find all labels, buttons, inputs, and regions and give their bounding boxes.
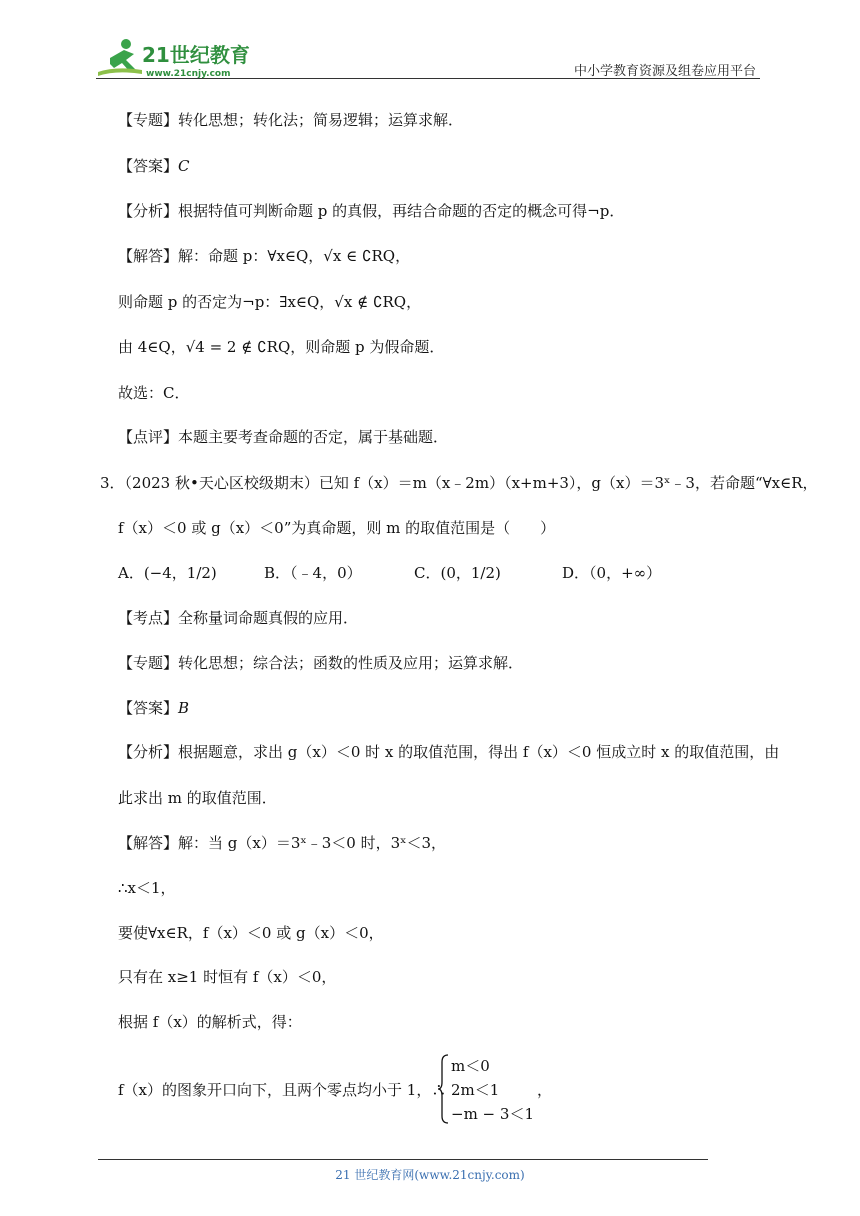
q2-analysis [118,201,624,221]
system-tail: ， [537,1081,553,1099]
q3-solution-line2: ∴x＜1， [118,879,176,897]
option-c: C．(0，1/2) [414,564,501,582]
text: （2023 秋•天心区校级期末）已知 f（x）＝m（x﹣2m）（x+m+3），g（x）＝3ˣ﹣3，若命题“∀x∈R， [124,474,818,492]
site-logo [96,36,256,80]
text: 根据题意，求出 g（x）＜0 时 x 的取值范围，得出 f（x）＜0 恒成立时 x 的取值范围，由 [178,743,780,761]
q2-topic [118,110,463,130]
text: 解：当 g（x）＝3ˣ﹣3＜0 时，3ˣ＜3， [178,834,447,852]
label: 【分析】 [118,202,179,220]
q2-solution-line4: 故选：C． [118,384,190,402]
text: 根据特值可判断命题 p 的真假，再结合命题的否定的概念可得¬p． [178,202,625,220]
q3-solution-line1 [118,833,446,853]
header-divider [96,78,760,79]
label: 【专题】 [118,654,179,672]
logo-text: 21世纪教育 [142,43,250,67]
q3-options [118,563,718,587]
q2-answer [118,156,190,176]
answer-value: B [178,699,190,717]
label: 【解答】 [118,834,179,852]
label: 【答案】 [118,157,179,175]
label: 【答案】 [118,699,179,717]
answer-value: C [178,157,190,175]
q2-solution-line3: 由 4∈Q，√4 = 2 ∉ ∁RQ，则命题 p 为假命题． [118,338,445,356]
inequality-system [437,1054,567,1126]
site-name: 中小学教育资源及组卷应用平台 [573,64,756,79]
label: 【专题】 [118,111,179,129]
q3-stem-line1 [100,473,818,493]
q3-analysis-line1 [118,742,779,762]
logo-url: www.21cnjy.com [146,69,231,79]
q2-solution-line1 [118,246,410,266]
footer-link[interactable]: 21 世纪教育网(www.21cnjy.com) [335,1168,525,1182]
q3-point [118,608,358,628]
text: 转化思想；转化法；简易逻辑；运算求解． [178,111,464,129]
left-brace-icon [437,1054,449,1124]
q3-solution-line4: 只有在 x≥1 时恒有 f（x）＜0， [118,968,337,986]
option-d: D．（0，+∞） [562,564,662,582]
q3-topic [118,653,523,673]
label: 【分析】 [118,743,179,761]
label: 【考点】 [118,609,179,627]
q3-solution-line6: f（x）的图象开口向下，且两个零点均小于 1，∴ [118,1081,447,1099]
text: 转化思想；综合法；函数的性质及应用；运算求解． [178,654,524,672]
system-row-2: 2m＜1 [451,1081,500,1099]
q3-answer [118,698,189,718]
system-row-3: −m − 3＜1 [451,1105,534,1123]
q3-stem-line2: f（x）＜0 或 g（x）＜0”为真命题，则 m 的取值范围是（ ） [118,519,556,537]
label: 【解答】 [118,247,179,265]
q2-solution-line2: 则命题 p 的否定为¬p：∃x∈Q，√x ∉ ∁RQ， [118,293,422,311]
system-row-1: m＜0 [451,1057,490,1075]
q3-solution-line5: 根据 f（x）的解析式，得： [118,1013,302,1031]
text: 本题主要考查命题的否定，属于基础题． [178,428,449,446]
logo-runner-icon [96,36,256,80]
footer-divider [98,1159,708,1160]
label: 【点评】 [118,428,179,446]
text: 解：命题 p：∀x∈Q，√x ∈ ∁RQ， [178,247,411,265]
option-b: B．（﹣4，0） [264,564,362,582]
q2-comment [118,427,448,447]
question-number: 3． [100,474,125,492]
q3-analysis-line2: 此求出 m 的取值范围． [118,789,277,807]
text: 全称量词命题真假的应用． [178,609,359,627]
option-a: A．(−4，1/2) [118,564,217,582]
q3-solution-line3: 要使∀x∈R，f（x）＜0 或 g（x）＜0， [118,924,384,942]
